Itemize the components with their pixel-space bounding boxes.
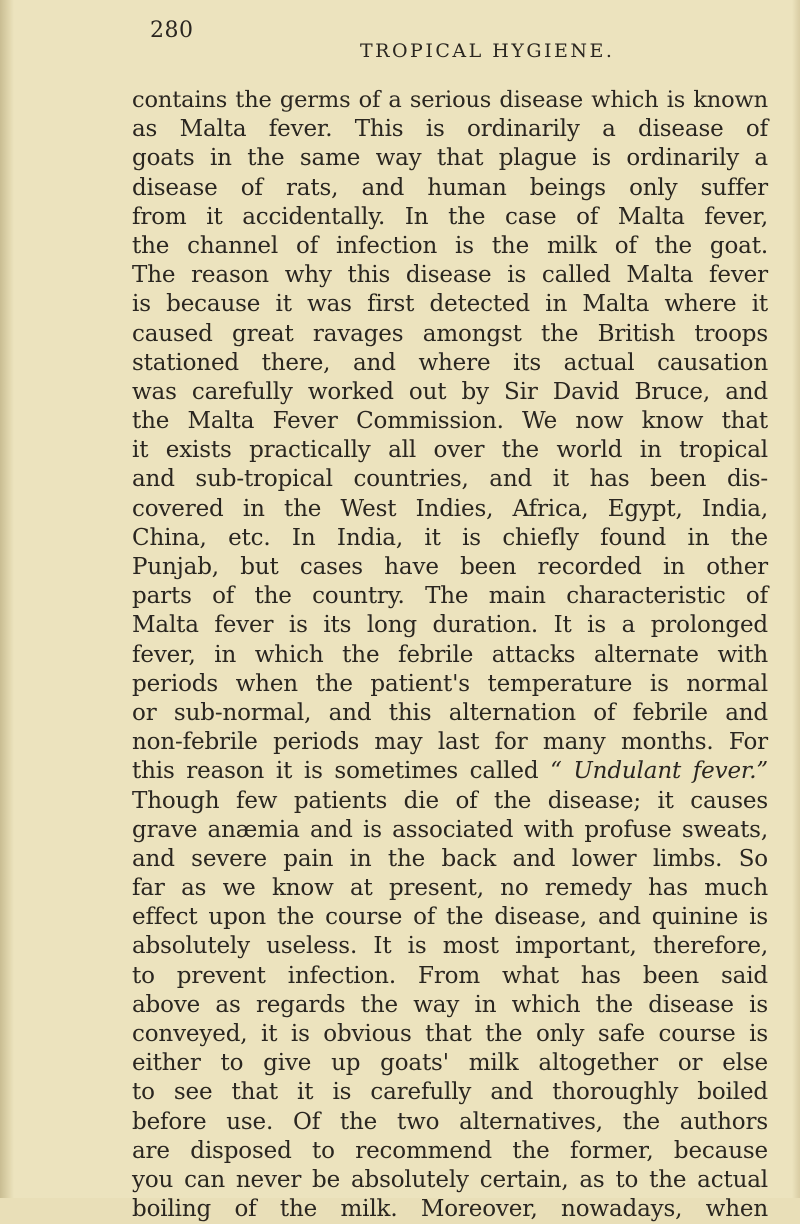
text-line: the channel of infection is the milk of the goat. <box>132 232 768 259</box>
page-header <box>150 18 770 62</box>
page-gutter-shadow <box>0 0 14 1198</box>
text-line: the Malta Fever Commission. We now know that <box>132 408 768 435</box>
text-line: was carefully worked out by Sir David Bruce, and <box>132 378 768 405</box>
text-line: absolutely useless. It is most important, therefore, <box>132 933 768 960</box>
text-line: fever, in which the febrile attacks alternate with <box>132 641 768 668</box>
text-line: Punjab, but cases have been recorded in other <box>132 554 768 580</box>
text-line: to see that it is carefully and thoroughly boiled <box>132 1079 768 1106</box>
text-line: and sub-tropical countries, and it has been dis- <box>132 466 768 493</box>
text-line: as Malta fever. This is ordinarily a disease of <box>132 116 768 143</box>
text-line: stationed there, and where its actual causation <box>132 349 768 376</box>
italic-term: “ Undulant fever.” <box>550 758 768 785</box>
text-line-with-italic <box>132 757 768 786</box>
text-line: disease of rats, and human beings only suffer <box>132 174 768 201</box>
text-line: periods when the patient's temperature is normal <box>132 670 768 697</box>
text-line: either to give up goats' milk altogether or else <box>132 1050 768 1077</box>
text-line-start: this reason it is sometimes called <box>132 758 539 785</box>
text-line: grave anæmia and is associated with profuse sweats, <box>132 816 768 843</box>
body-text <box>132 86 768 1224</box>
text-line: are disposed to recommend the former, because <box>132 1137 768 1164</box>
text-line: it exists practically all over the world in tropical <box>132 437 768 464</box>
text-line: China, etc. In India, it is chiefly found in the <box>132 524 768 551</box>
page-number: 280 <box>150 18 194 43</box>
text-line: contains the germs of a serious disease which is known <box>132 87 768 113</box>
text-line: covered in the West Indies, Africa, Egypt, India, <box>132 495 768 522</box>
running-title: TROPICAL HYGIENE. <box>360 40 615 62</box>
page-edge-shadow <box>792 0 800 1198</box>
text-line: or sub-normal, and this alternation of febrile and <box>132 699 768 726</box>
text-line: conveyed, it is obvious that the only safe course is <box>132 1021 768 1047</box>
text-line: caused great ravages amongst the British troops <box>132 320 768 347</box>
text-line: non-febrile periods may last for many months. For <box>132 729 768 756</box>
text-line: parts of the country. The main characteristic of <box>132 583 768 610</box>
text-line: effect upon the course of the disease, and quinine is <box>132 904 768 931</box>
text-line: goats in the same way that plague is ordinarily a <box>132 145 768 172</box>
text-line: far as we know at present, no remedy has much <box>132 875 768 902</box>
text-line: Malta fever is its long duration. It is a prolonged <box>132 612 768 639</box>
text-line: boiling of the milk. Moreover, nowadays, when <box>132 1196 768 1223</box>
text-line: Though few patients die of the disease; it causes <box>132 787 768 814</box>
text-line: you can never be absolutely certain, as to the actual <box>132 1166 768 1193</box>
text-line: before use. Of the two alternatives, the authors <box>132 1108 768 1135</box>
text-line: from it accidentally. In the case of Malta fever, <box>132 203 768 230</box>
text-line: is because it was first detected in Malta where it <box>132 291 768 318</box>
text-line: above as regards the way in which the disease is <box>132 991 768 1018</box>
text-line: The reason why this disease is called Malta fever <box>132 262 768 289</box>
text-line: and severe pain in the back and lower limbs. So <box>132 845 768 872</box>
text-line: to prevent infection. From what has been said <box>132 962 768 989</box>
